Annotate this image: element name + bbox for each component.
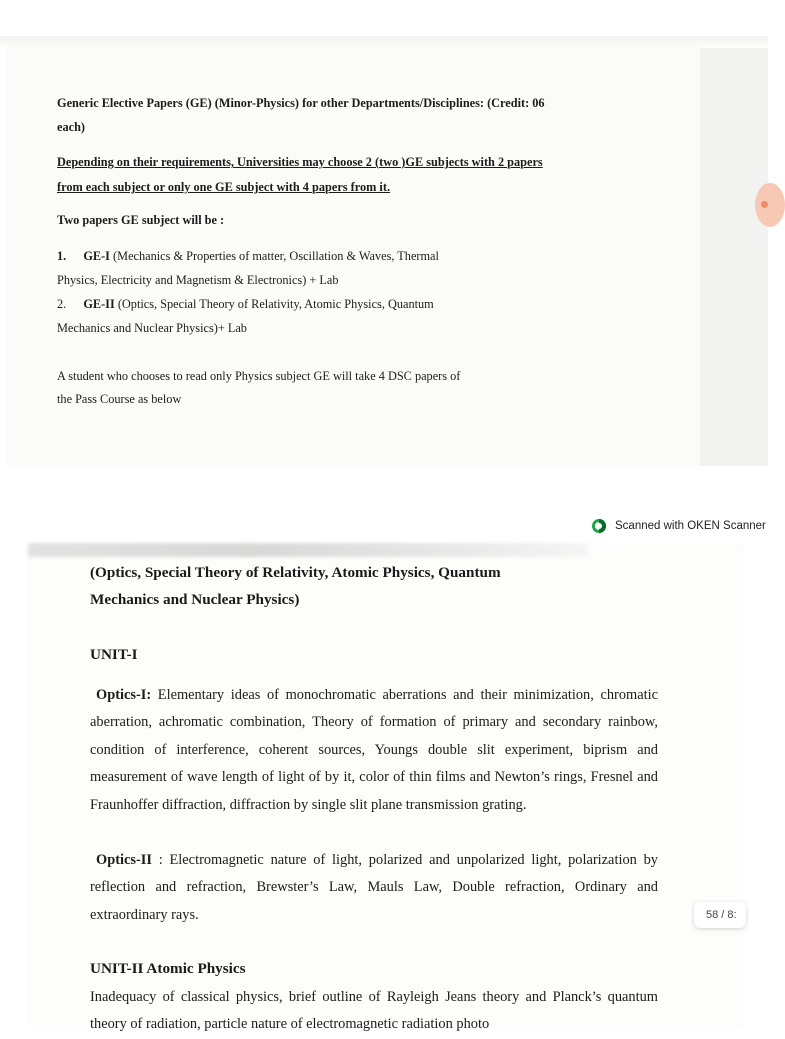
optics2-label: Optics-II — [96, 852, 152, 868]
page-indicator: 58 / 8: — [694, 902, 746, 928]
optics1-paragraph — [90, 682, 658, 819]
scanner-watermark — [591, 517, 766, 535]
scanner-label: Scanned with OKEN Scanner — [615, 520, 766, 532]
unit2-paragraph: Inadequacy of classical physics, brief outline of Rayleigh Jeans theory and Planck’s quantum theory of radiation, particle nature of electromagnetic radiation photo — [90, 989, 658, 1033]
ge-heading-line2: each) — [57, 120, 85, 134]
course-title-line2: Mechanics and Nuclear Physics) — [90, 591, 300, 608]
optics1-text: Elementary ideas of monochromatic aberrations and their minimization, chromatic aberration, achromatic combination, Theory of formation of primary and secondary rainbow, condition of interference, coherent sources, Youngs double slit experiment, biprism and measurement of wave length of light of by it, color of thin films and Newton’s rings, Fresnel and Fraunhoffer diffraction, diffraction by single slit plane transmission grating. — [90, 687, 658, 813]
requirements-line1: Depending on their requirements, Universities may choose 2 (two )GE subjects with 2 papers — [57, 155, 543, 169]
requirements-line2: from each subject or only one GE subject with 4 papers from it. — [57, 180, 391, 194]
list-item-title: GE-II — [83, 297, 115, 311]
ge-heading-line1: Generic Elective Papers (GE) (Minor-Physics) for other Departments/Disciplines: (Credit: 06 — [57, 96, 545, 110]
unit2-heading: UNIT-II Atomic Physics — [90, 960, 246, 977]
list-item-text: (Optics, Special Theory of Relativity, Atomic Physics, Quantum — [114, 297, 434, 311]
list-number: 2. — [57, 297, 67, 311]
scanner-logo-icon — [591, 518, 607, 534]
optics2-text: : Electromagnetic nature of light, polarized and unpolarized light, polarization by reflection and refraction, Brewster’s Law, Mauls Law, Double refraction, Ordinary and extraordinary rays. — [90, 852, 658, 923]
optics2-paragraph — [90, 847, 658, 929]
list-item-1-cont: Physics, Electricity and Magnetism & Electronics) + Lab — [57, 273, 339, 287]
optics1-label: Optics-I: — [96, 687, 152, 703]
floating-action-dot[interactable] — [755, 183, 785, 227]
list-item-1 — [57, 244, 439, 268]
page-top-shadow — [28, 543, 588, 557]
list-item-text: (Mechanics & Properties of matter, Oscillation & Waves, Thermal — [109, 249, 439, 263]
list-item-title: GE-I — [83, 249, 110, 263]
page-edge — [700, 48, 768, 466]
note-line2: the Pass Course as below — [57, 392, 182, 406]
note-line1: A student who chooses to read only Physics subject GE will take 4 DSC papers of — [57, 369, 461, 383]
list-item-2 — [57, 292, 434, 316]
list-number: 1. — [57, 249, 67, 263]
course-title-line1: (Optics, Special Theory of Relativity, Atomic Physics, Quantum — [90, 564, 501, 581]
unit1-heading: UNIT-I — [90, 646, 138, 663]
list-item-2-cont: Mechanics and Nuclear Physics)+ Lab — [57, 321, 247, 335]
two-papers-subheading: Two papers GE subject will be : — [57, 213, 225, 227]
